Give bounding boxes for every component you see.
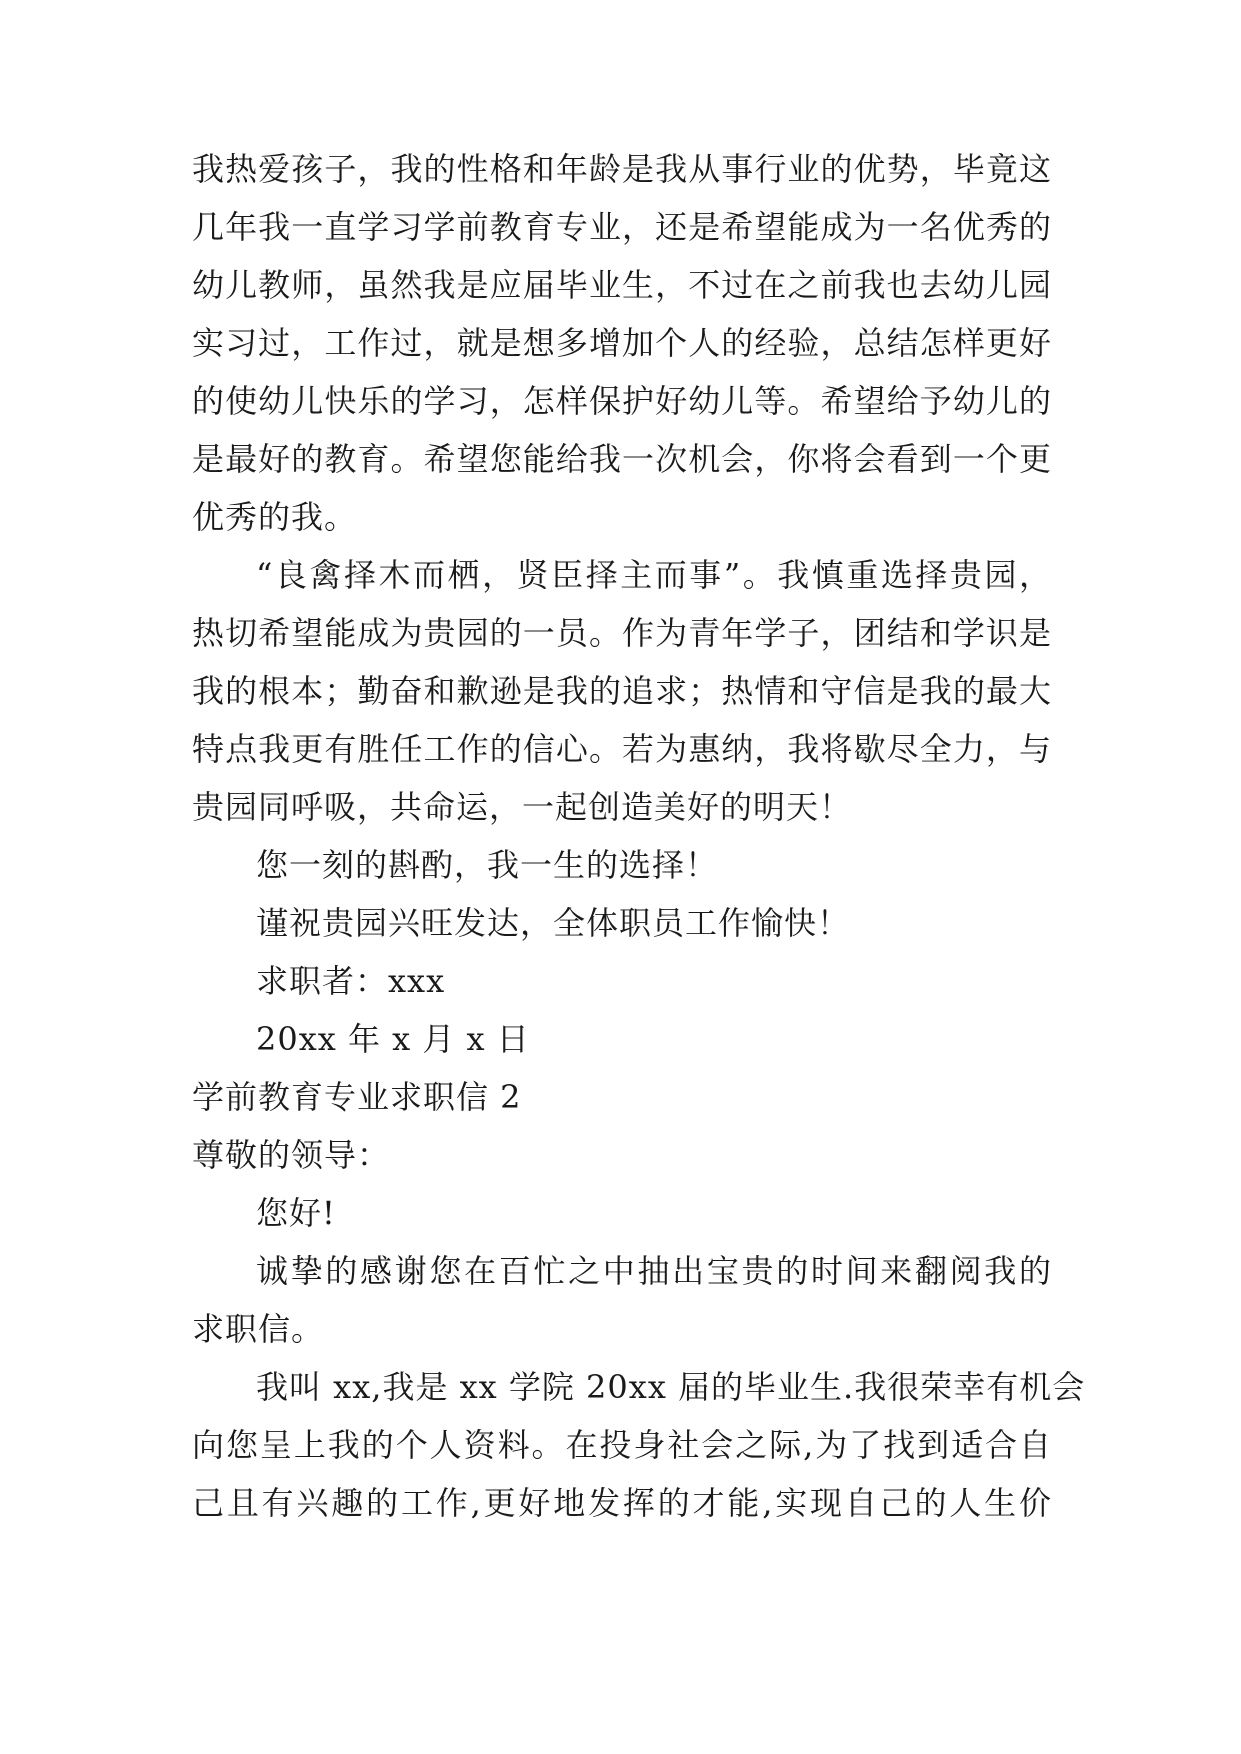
- greeting: 您好!: [256, 1194, 336, 1232]
- text-line: 特点我更有胜任工作的信心。若为惠纳，我将歇尽全力，与: [192, 730, 1052, 768]
- text-line: 我热爱孩子，我的性格和年龄是我从事行业的优势，毕竟这: [192, 150, 1052, 188]
- section-title: 学前教育专业求职信 2: [192, 1078, 522, 1116]
- signature-line: 求职者：xxx: [256, 962, 446, 1000]
- text-line: 优秀的我。: [192, 498, 358, 536]
- salutation: 尊敬的领导：: [192, 1136, 391, 1174]
- date-line: 20xx 年 x 月 x 日: [256, 1020, 530, 1058]
- text-line: 贵园同呼吸，共命运，一起创造美好的明天！: [192, 788, 853, 826]
- text-line: 热切希望能成为贵园的一员。作为青年学子，团结和学识是: [192, 614, 1052, 652]
- text-line: 谨祝贵园兴旺发达，全体职员工作愉快！: [256, 904, 851, 942]
- text-line: 您一刻的斟酌，我一生的选择！: [256, 846, 719, 884]
- text-line: 的使幼儿快乐的学习，怎样保护好幼儿等。希望给予幼儿的: [192, 382, 1052, 420]
- text-line: 己且有兴趣的工作,更好地发挥的才能,实现自己的人生价: [192, 1484, 1052, 1522]
- text-line: 我叫 xx,我是 xx 学院 20xx 届的毕业生.我很荣幸有机会: [256, 1368, 1086, 1406]
- text-line: 我的根本；勤奋和歉逊是我的追求；热情和守信是我的最大: [192, 672, 1052, 710]
- text-line: “良禽择木而栖，贤臣择主而事”。我慎重选择贵园，: [256, 556, 1052, 594]
- text-line: 是最好的教育。希望您能给我一次机会，你将会看到一个更: [192, 440, 1052, 478]
- text-line: 实习过，工作过，就是想多增加个人的经验，总结怎样更好: [192, 324, 1052, 362]
- text-line: 诚挚的感谢您在百忙之中抽出宝贵的时间来翻阅我的: [256, 1252, 1052, 1290]
- text-line: 向您呈上我的个人资料。在投身社会之际,为了找到适合自: [192, 1426, 1052, 1464]
- text-line: 几年我一直学习学前教育专业，还是希望能成为一名优秀的: [192, 208, 1052, 246]
- document-body: [192, 140, 1086, 1532]
- text-line: 幼儿教师，虽然我是应届毕业生，不过在之前我也去幼儿园: [192, 266, 1052, 304]
- text-line: 求职信。: [192, 1310, 325, 1348]
